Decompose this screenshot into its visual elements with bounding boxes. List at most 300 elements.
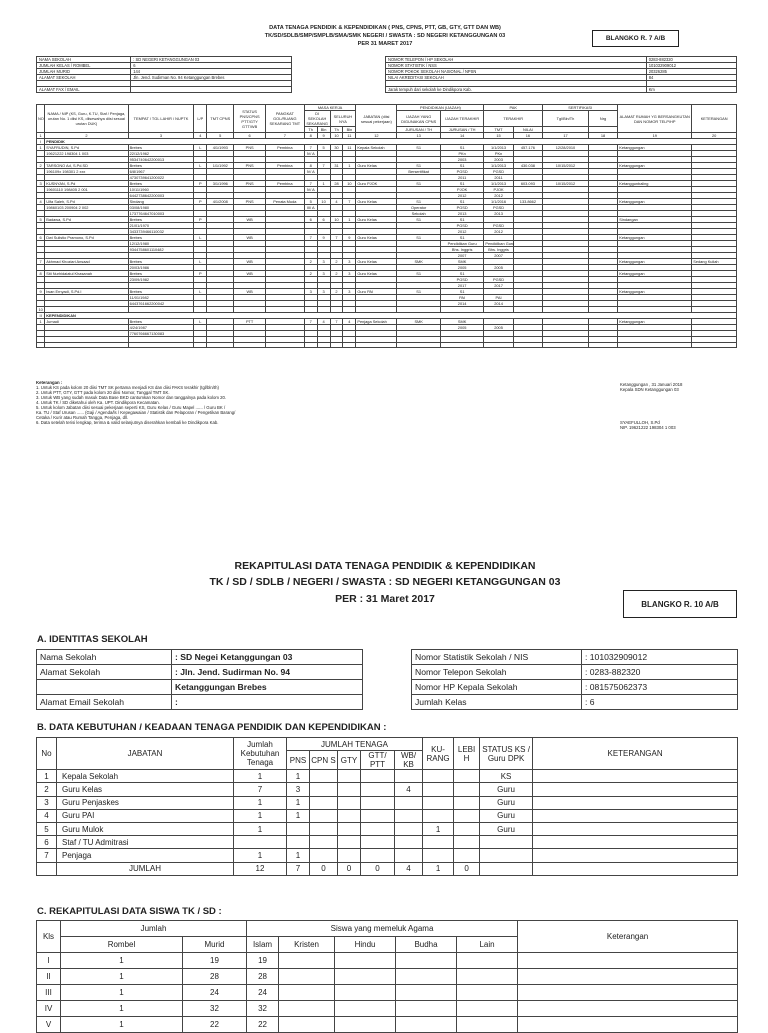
staff-no: 9: [37, 289, 45, 295]
staff-m4: 3: [343, 259, 356, 265]
cell-empty: [279, 1017, 335, 1033]
staff-nama: Siti Nurhidaiatul Khasanah: [45, 271, 128, 277]
staff-sub-cell: 2005: [440, 265, 483, 271]
identity-row: [412, 695, 738, 710]
staff-jab: Guru Kelas: [356, 217, 397, 223]
staff-jab: Guru Kelas: [356, 259, 397, 265]
staff-m4: 1: [343, 217, 356, 223]
identity-row: [412, 665, 738, 680]
identity-value: 6: [131, 63, 292, 69]
staff-sub-cell: 2007: [484, 253, 513, 259]
b-th-kurang: KU- RANG: [423, 738, 454, 770]
b-th-keterangan: KETERANGAN: [533, 738, 738, 770]
needs-ket: [533, 822, 738, 835]
staff-lp: P: [194, 271, 207, 277]
th-jurusan: JURUSAN / TH: [440, 127, 483, 133]
column-number: 8: [304, 133, 317, 139]
note-line: 4. Untuk TK / SD diketahui oleh Ka. UPT. Dindikpora Kecamatan.: [36, 399, 160, 405]
identity-row: [386, 86, 737, 92]
needs-wb: [395, 822, 423, 835]
sign-role: Kepala SDN Ketanggungan 03: [620, 386, 679, 392]
staff-ij1: S1: [397, 271, 440, 277]
column-number: 3: [128, 133, 194, 139]
staff-no: 4: [37, 199, 45, 205]
staff-sub-cell: 23/09/1982: [128, 277, 194, 283]
staff-ttl: Brebes: [128, 145, 194, 151]
c-th-keterangan: Keterangan: [518, 921, 738, 953]
needs-keb: 1: [234, 822, 287, 835]
needs-cpns: [310, 822, 338, 835]
identity-value: Jln. Jend. Sudirman No. 94 Ketanggungan Brebes: [131, 75, 292, 81]
student-kls: IV: [37, 1001, 61, 1017]
identity-value: Km: [646, 86, 736, 92]
staff-sub-cell: 22/12/1962: [128, 151, 194, 157]
staff-no: 2: [37, 163, 45, 169]
staff-sub-cell: 6443761662200042: [128, 301, 194, 307]
staff-nama: KUSNYAN, S.Pd: [45, 181, 128, 187]
staff-m1: 3: [304, 289, 317, 295]
staff-al: Ketanggungan: [618, 163, 692, 169]
b-th-cpns: CPN S: [310, 751, 338, 770]
identity-label: JUMLAH MURID: [37, 69, 131, 75]
cell-empty: [588, 342, 617, 348]
staff-status: WB: [234, 235, 266, 241]
staff-sub-cell: 2013: [440, 211, 483, 217]
staff-m3: 4: [330, 199, 343, 205]
column-number: 18: [588, 133, 617, 139]
cell-empty: [396, 1017, 457, 1033]
staff-m2: 4: [317, 319, 330, 325]
needs-kur: [423, 770, 454, 783]
th-bln: Bln: [343, 127, 356, 133]
staff-ij1: S1: [397, 217, 440, 223]
staff-sub-cell: 4/24/1987: [128, 325, 194, 331]
identity-value: : SD NEGERI KETANGGUNGAN 03: [131, 57, 292, 63]
identity-label: NILAI AKREDITASI SEKOLAH: [386, 75, 647, 81]
staff-sub-cell: 19860103 200904 2 002: [45, 205, 128, 211]
cell-empty: [457, 985, 518, 1001]
note-line: Cetaka / Kurir atau Rumah Tangga, Penjaga, dll.: [36, 414, 129, 420]
needs-wb: [395, 849, 423, 862]
cell-empty: [518, 969, 738, 985]
sign-nip: NIP. 19621222 198304 1 003: [620, 424, 676, 430]
th-ijazah-akhir: IJAZAH TERAKHIR: [440, 111, 483, 127]
identity-value: : 6: [582, 695, 738, 710]
staff-al: Sindangan: [618, 217, 692, 223]
needs-total-leb: 0: [454, 862, 480, 875]
identity-a-left-body: [37, 650, 363, 710]
needs-no: 1: [37, 770, 57, 783]
staff-nama: Iwan Ernyadi, S.Pd.I: [45, 289, 128, 295]
staff-al: Ketanggungan: [618, 199, 692, 205]
student-kls: I: [37, 953, 61, 969]
staff-lp: P: [194, 181, 207, 187]
needs-jabatan: Guru Mulok: [57, 822, 234, 835]
staff-lp: L: [194, 289, 207, 295]
needs-pns: 1: [287, 849, 310, 862]
staff-ttl: Brebes: [128, 217, 194, 223]
identity-value: [131, 86, 292, 92]
th-keterangan: KETERANGAN: [692, 105, 737, 133]
needs-total-cpns: 0: [310, 862, 338, 875]
th-sertifikasi: SERTIFIKASI: [543, 105, 618, 111]
staff-sub-cell: 2003: [484, 157, 513, 163]
sign-name: SYAEFULLOH, S.Pd: [620, 419, 660, 425]
staff-sr: 10/15/2012: [543, 163, 589, 169]
staff-sub-cell: PKn: [484, 151, 513, 157]
staff-jab: Guru Kelas: [356, 271, 397, 277]
staff-sub-cell: 2012: [440, 229, 483, 235]
needs-no: 2: [37, 783, 57, 796]
cell-empty: [457, 969, 518, 985]
cell-empty: [335, 969, 396, 985]
staff-nama: TARSONO Ad, S.Pd.SD: [45, 163, 128, 169]
needs-leb: [454, 796, 480, 809]
staff-ij1: S1: [397, 181, 440, 187]
cell-empty: [335, 1017, 396, 1033]
staff-sub-cell: 2012: [484, 229, 513, 235]
cell-empty: [207, 342, 234, 348]
identity-label: Jumlah Kelas: [412, 695, 582, 710]
staff-no: 1: [37, 145, 45, 151]
staff-jab: Guru Kelas: [356, 163, 397, 169]
student-islam: 24: [247, 985, 279, 1001]
staff-m2: 1: [317, 181, 330, 187]
staff-no: 7: [37, 259, 45, 265]
staff-no: 10: [38, 307, 43, 312]
staff-sub-cell: 2011: [440, 175, 483, 181]
cell-empty: [533, 862, 738, 875]
staff-lp: L: [194, 235, 207, 241]
needs-gty: [338, 809, 361, 822]
staff-pk1: 1/1/2013: [484, 145, 513, 151]
cell-empty: [692, 342, 737, 348]
staff-pangkat: Pembina: [265, 163, 304, 169]
top-blanko-box: BLANGKO R. 7 A/B: [592, 30, 679, 47]
staff-pk1: 1/1/2016: [484, 199, 513, 205]
staff-sub-cell: 4730739641200022: [128, 175, 194, 181]
staff-nama: Dwi Sulistio Pramono, S.Pd: [45, 235, 128, 241]
column-number: 5: [207, 133, 234, 139]
staff-needs-body: [37, 770, 738, 876]
staff-ij1: SMK: [397, 259, 440, 265]
identity-row: [37, 86, 292, 92]
cell-empty: [618, 342, 692, 348]
staff-jab: Guru Kelas: [356, 235, 397, 241]
th-jurusan: JURUSAN / TH: [397, 127, 440, 133]
identity-label: JUMLAH KELAS / ROMBEL: [37, 63, 131, 69]
staff-sub-cell: 2012: [484, 193, 513, 199]
needs-jabatan: Guru Kelas: [57, 783, 234, 796]
cell-empty: [194, 342, 207, 348]
identity-value: : 0283-882320: [582, 665, 738, 680]
needs-row: [37, 809, 738, 822]
needs-leb: [454, 849, 480, 862]
staff-sub-cell: 2017: [440, 283, 483, 289]
sign-place: Ketanggungan , 31 Januari 2018: [620, 382, 683, 387]
column-number: 4: [194, 133, 207, 139]
student-kls: II: [37, 969, 61, 985]
needs-gtt: [361, 796, 395, 809]
staff-nama: Ulfa Saleh, S.Pd: [45, 199, 128, 205]
student-rombel: 1: [61, 953, 183, 969]
staff-sub-cell: 9344758601110482: [128, 247, 194, 253]
staff-al: Ketanggungan: [618, 145, 692, 151]
staff-sub-cell: Bhs. Inggris: [440, 247, 483, 253]
needs-row: [37, 822, 738, 835]
th-masa-kerja: MASA KERJA: [304, 105, 356, 111]
needs-gtt: [361, 822, 395, 835]
cell-empty: [317, 342, 330, 348]
cell-empty: [335, 1001, 396, 1017]
student-rombel: 1: [61, 1001, 183, 1017]
identity-value: 144: [131, 69, 292, 75]
notes-title: Keterangan :: [36, 380, 63, 385]
student-recap-body: [37, 953, 738, 1033]
staff-sub-cell: PJOK: [440, 187, 483, 193]
staff-m4: 1: [343, 163, 356, 169]
needs-ket: [533, 809, 738, 822]
staff-no: 5: [37, 217, 45, 223]
staff-pangkat: Pembina: [265, 181, 304, 187]
staff-status: WB: [234, 217, 266, 223]
staff-ij2: S1: [440, 217, 483, 223]
staff-m4: 3: [343, 271, 356, 277]
identity-value: Ketanggungan Brebes: [172, 680, 363, 695]
staff-al: Ketanggunbaling: [618, 181, 692, 187]
identity-label: Nama Sekolah: [37, 650, 172, 665]
staff-pk2: 430.038: [513, 163, 542, 169]
student-murid: 19: [183, 953, 247, 969]
needs-no: 7: [37, 849, 57, 862]
staff-sub-cell: PGSD: [440, 223, 483, 229]
staff-jab: Penjaga Sekolah: [356, 319, 397, 325]
student-row: [37, 985, 738, 1001]
staff-status: PTT: [234, 319, 266, 325]
th-ttl: TEMPAT / TGL LAHIR / NUPTK: [128, 105, 194, 133]
staff-sub-cell: PAI: [440, 295, 483, 301]
top-identity-left-body: [37, 57, 292, 93]
needs-keb: 7: [234, 783, 287, 796]
staff-row: [37, 319, 737, 325]
staff-ttl: Brebes: [128, 163, 194, 169]
staff-sub-cell: Sekolah: [397, 211, 440, 217]
staff-m2: 3: [317, 271, 330, 277]
needs-jabatan: Staf / TU Admitrasi: [57, 836, 234, 849]
cell-empty: [304, 342, 317, 348]
staff-m1: 2: [304, 259, 317, 265]
staff-ij2: S1: [440, 289, 483, 295]
c-th-lain: Lain: [457, 937, 518, 953]
staff-ij2: SMK: [440, 319, 483, 325]
staff-sub-cell: Operator: [397, 205, 440, 211]
staff-sub-cell: IV/ A: [304, 187, 317, 193]
needs-status: [480, 836, 533, 849]
staff-m2: 9: [317, 235, 330, 241]
needs-total-kur: 1: [423, 862, 454, 875]
student-rombel: 1: [61, 969, 183, 985]
b-th-pns: PNS: [287, 751, 310, 770]
staff-m1: 8: [304, 163, 317, 169]
needs-jabatan: Penjaga: [57, 849, 234, 862]
needs-leb: [454, 783, 480, 796]
staff-ij1: S1: [397, 145, 440, 151]
top-staff-body: [37, 139, 737, 348]
student-murid: 22: [183, 1017, 247, 1033]
staff-lp: P: [194, 199, 207, 205]
staff-ttl: Sindang: [128, 199, 194, 205]
needs-leb: [454, 770, 480, 783]
column-number: 6: [234, 133, 266, 139]
staff-sub-cell: 6442738642200003: [128, 193, 194, 199]
staff-sub-cell: 19621222 198304 1 003: [45, 151, 128, 157]
needs-row: [37, 796, 738, 809]
needs-no: 6: [37, 836, 57, 849]
student-islam: 28: [247, 969, 279, 985]
staff-sub-cell: PGSD: [484, 205, 513, 211]
staff-status: PNS: [234, 163, 266, 169]
student-row: [37, 1001, 738, 1017]
staff-sub-cell: PGSD: [440, 205, 483, 211]
c-th-budha: Budha: [396, 937, 457, 953]
needs-pns: [287, 822, 310, 835]
staff-row-empty: [37, 342, 737, 348]
needs-gtt: [361, 809, 395, 822]
top-title-line: DATA TENAGA PENDIDIK & KEPENDIDIKAN ( PNS, CPNS, PTT, GB, GTY, GTT DAN WB): [269, 25, 501, 31]
th-pak: PAK: [484, 105, 543, 111]
cell-empty: [279, 953, 335, 969]
needs-status: Guru: [480, 822, 533, 835]
staff-sub-cell: 2011: [484, 175, 513, 181]
needs-gtt: [361, 849, 395, 862]
staff-pk1: 1/1/2013: [484, 181, 513, 187]
needs-total-row: [37, 862, 738, 875]
staff-sub-cell: 3433739466110032: [128, 229, 194, 235]
note-line: Ka. TU / Staf Urusan ...... (Gaji / Agenda/ls / Kepegawaian / Statistik dan Pelaporan / Pengetikan Barang/: [36, 409, 236, 415]
th-alamat: ALAMAT RUMAH YG BERSANGKUTAN DAN NOMOR TELP/HP: [618, 105, 692, 133]
identity-label: NOMOR STATISTIK / NSS: [386, 63, 647, 69]
column-number: 16: [513, 133, 542, 139]
staff-no: 3: [37, 181, 45, 187]
column-number: 14: [440, 133, 483, 139]
cell-empty: [513, 342, 542, 348]
staff-sub-cell: 2012: [440, 193, 483, 199]
staff-lp: L: [194, 145, 207, 151]
needs-leb: [454, 836, 480, 849]
staff-sub-cell: 6/8/1967: [128, 169, 194, 175]
section-c-heading: C. REKAPITULASI DATA SISWA TK / SD :: [37, 906, 222, 917]
b-th-status: STATUS KS / Guru DPK: [480, 738, 533, 770]
staff-pk2: 133.8662: [513, 199, 542, 205]
needs-keb: 1: [234, 770, 287, 783]
staff-ij2: SMK: [440, 259, 483, 265]
th-tgl: Tgl/Bln/Th: [543, 111, 589, 127]
bottom-title-line: PER : 31 Maret 2017: [335, 592, 435, 605]
note-line: 2. Untuk PTT, GTY, GTT pada kolom 20 diisi Nomor, Tanggal TMT SK.: [36, 389, 170, 395]
staff-jab: Guru PJOK: [356, 181, 397, 187]
cell-empty: [396, 985, 457, 1001]
needs-pns: 1: [287, 796, 310, 809]
staff-m1: 7: [304, 181, 317, 187]
needs-keb: 1: [234, 809, 287, 822]
needs-cpns: [310, 783, 338, 796]
section-label: KEPENDIDIKAN: [45, 313, 737, 319]
identity-row: [412, 650, 738, 665]
student-murid: 32: [183, 1001, 247, 1017]
th-mk-total: SELURUH NYA: [330, 111, 356, 127]
staff-al: Ketanggungan: [618, 319, 692, 325]
identity-row: [37, 680, 363, 695]
top-identity-left: [36, 56, 292, 93]
needs-gtt: [361, 783, 395, 796]
needs-cpns: [310, 849, 338, 862]
bottom-blanko-box: BLANGKO R. 10 A/B: [623, 590, 737, 618]
staff-sub-cell: 196109x 198301 2 xxx: [45, 169, 128, 175]
staff-sub-cell: 7760766667130083: [128, 331, 194, 337]
needs-total-wb: 4: [395, 862, 423, 875]
column-number: 11: [343, 133, 356, 139]
cell-empty: [265, 342, 304, 348]
staff-m2: 5: [317, 145, 330, 151]
staff-m2: 10: [317, 199, 330, 205]
staff-m4: 3: [343, 289, 356, 295]
staff-ij2: S1: [440, 181, 483, 187]
needs-leb: [454, 822, 480, 835]
staff-m3: 31: [330, 163, 343, 169]
staff-m4: 11: [343, 145, 356, 151]
column-number: 1: [37, 133, 45, 139]
cell-empty: [279, 1001, 335, 1017]
b-th-gtt: GTT/ PTT: [361, 751, 395, 770]
student-murid: 28: [183, 969, 247, 985]
cell-empty: [37, 862, 57, 875]
column-number: 19: [618, 133, 692, 139]
staff-jab: Guru Kelas: [356, 199, 397, 205]
student-rombel: 1: [61, 985, 183, 1001]
column-number: 20: [692, 133, 737, 139]
cell-empty: [397, 342, 440, 348]
staff-m1: 7: [304, 235, 317, 241]
cell-empty: [457, 1017, 518, 1033]
note-line: 3. Untuk WB yang sudah masuk Data Base BKD cantumkan Nomor dan tanggalnya pada kolom 20.: [36, 394, 227, 400]
needs-cpns: [310, 809, 338, 822]
b-th-no: No: [37, 738, 57, 770]
staff-m2: 6: [317, 217, 330, 223]
staff-sub-cell: 2017: [484, 283, 513, 289]
top-title: [150, 24, 620, 48]
staff-lp: L: [194, 259, 207, 265]
section-roman: I: [37, 139, 45, 145]
staff-ke: Sedang Kuliah: [692, 259, 737, 265]
column-number: 9: [317, 133, 330, 139]
student-rombel: 1: [61, 1017, 183, 1033]
staff-ttl: Brebes: [128, 181, 194, 187]
column-number: 2: [45, 133, 128, 139]
staff-m3: 2: [330, 289, 343, 295]
staff-sub-cell: PGSD: [440, 277, 483, 283]
needs-gty: [338, 822, 361, 835]
needs-total-pns: 7: [287, 862, 310, 875]
needs-no: 4: [37, 809, 57, 822]
column-number: 15: [484, 133, 513, 139]
cell-empty: [518, 953, 738, 969]
column-number: 17: [543, 133, 589, 139]
staff-ij2: S1: [440, 163, 483, 169]
needs-cpns: [310, 796, 338, 809]
needs-gty: [338, 796, 361, 809]
identity-row: [37, 665, 363, 680]
identity-value: : 101032909012: [582, 650, 738, 665]
